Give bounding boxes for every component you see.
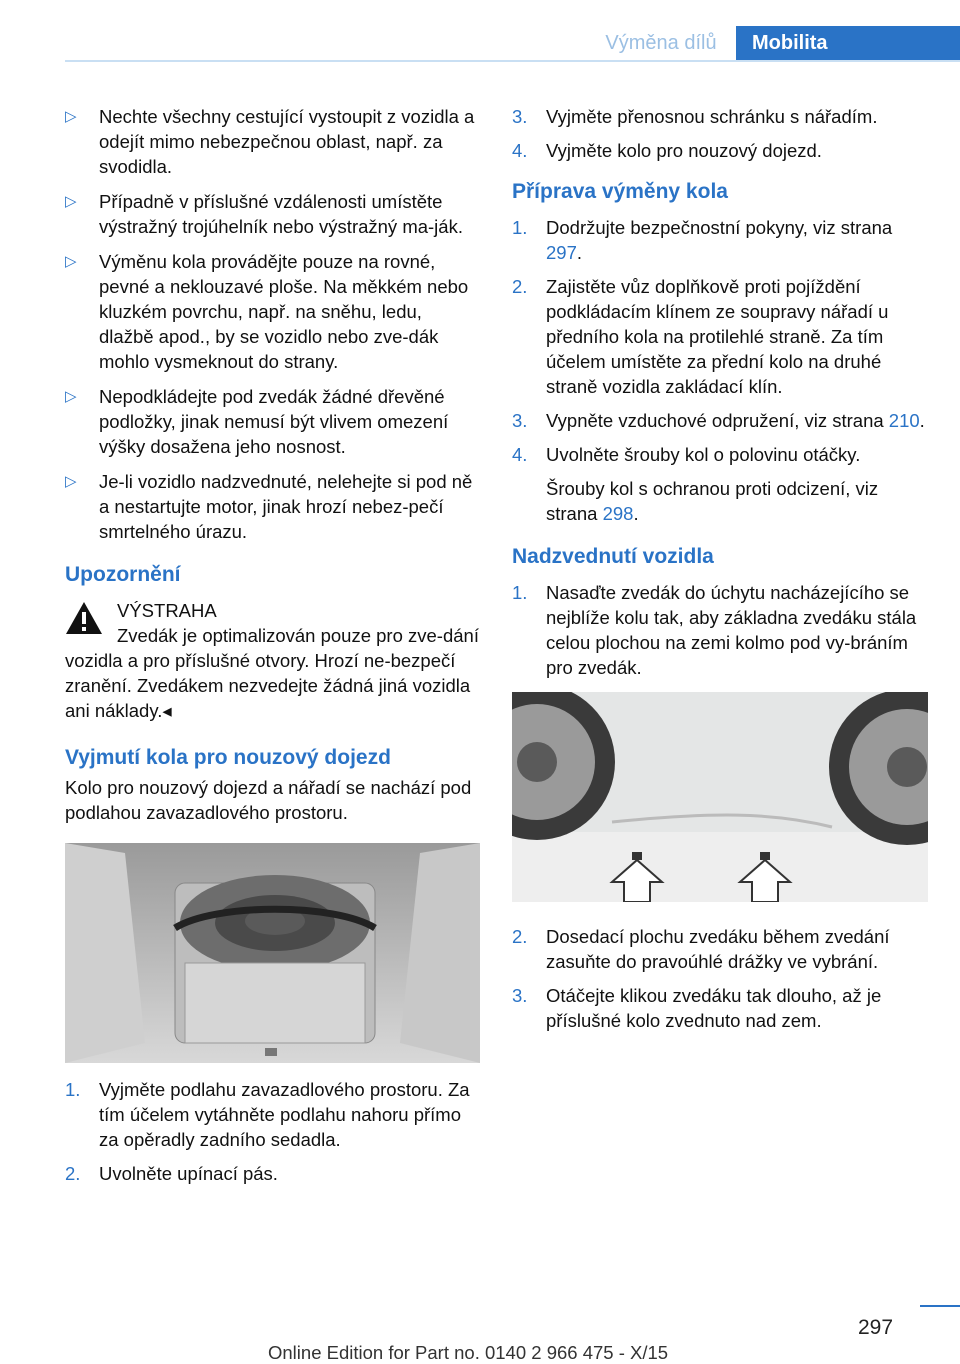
lift-step: 3. Otáčejte klikou zvedáku tak dlouho, až je příslušné kolo zvednuto nad zem. bbox=[512, 985, 882, 1031]
warning-title: VÝSTRAHA bbox=[65, 598, 479, 623]
page-link[interactable]: 298 bbox=[602, 503, 634, 524]
safety-bullet: ▷ Případně v příslušné vzdálenosti umístěte výstražný trojúhelník nebo výstražný ma-ják. bbox=[65, 191, 463, 237]
notice-heading: Upozornění bbox=[65, 563, 181, 586]
removal-step: 2. Uvolněte upínací pás. bbox=[65, 1163, 278, 1184]
page-link[interactable]: 210 bbox=[888, 410, 920, 431]
chapter-tab[interactable]: Mobilita bbox=[736, 26, 960, 62]
section-tab[interactable]: Výměna dílů bbox=[605, 32, 717, 54]
warning-text: Zvedák je optimalizován pouze pro zve-dání vozidla a pro příslušné otvory. Hrozí ne-bezpečí zranění. Zvedákem nezvedejte žádná jiná vozidla ani náklady.◂ bbox=[65, 625, 479, 721]
lift-step: 2. Dosedací plochu zvedáku během zvedání zasuňte do pravoúhlé drážky ve vybrání. bbox=[512, 926, 890, 972]
prep-step: 3. Vypněte vzduchové odpružení, viz strana 210. bbox=[512, 410, 925, 431]
triangle-bullet-icon: ▷ bbox=[65, 193, 77, 210]
removal-heading: Vyjmutí kola pro nouzový dojezd bbox=[65, 746, 391, 769]
prep-step: 4. Uvolněte šrouby kol o polovinu otáčky. bbox=[512, 444, 861, 465]
safety-bullet: ▷ Nepodkládejte pod zvedák žádné dřevěné podložky, jinak nemusí být vlivem omezení výšky dosažena jeho nosnost. bbox=[65, 386, 449, 457]
jack-points-image bbox=[512, 692, 928, 902]
safety-bullet: ▷ Nechte všechny cestující vystoupit z vozidla a odejít mimo nebezpečnou oblast, např. za svodidla. bbox=[65, 106, 475, 177]
removal-step: 4. Vyjměte kolo pro nouzový dojezd. bbox=[512, 140, 822, 161]
left-column bbox=[65, 104, 479, 1195]
lift-step: 1. Nasaďte zvedák do úchytu nacházejícího se nejblíže kolu tak, aby základna zvedáku stála celou plochou na zemi kolmo pod vy-bráním pro zvedák. bbox=[512, 582, 917, 678]
removal-step: 1. Vyjměte podlahu zavazadlového prostoru. Za tím účelem vytáhněte podlahu nahoru přímo za opěradly zadního sedadla. bbox=[65, 1079, 470, 1150]
triangle-bullet-icon: ▷ bbox=[65, 108, 77, 125]
right-column bbox=[512, 104, 930, 1042]
footer-marker bbox=[920, 1305, 960, 1307]
page-number: 297 bbox=[858, 1316, 894, 1339]
triangle-bullet-icon: ▷ bbox=[65, 253, 77, 270]
safety-bullet: ▷ Je-li vozidlo nadzvednuté, nelehejte si pod ně a nestartujte motor, jinak hrozí nebez-pečí smrtelného úrazu. bbox=[65, 471, 473, 542]
prep-step: 1. Dodržujte bezpečnostní pokyny, viz strana 297. bbox=[512, 217, 893, 263]
prep-note: Šrouby kol s ochranou proti odcizení, viz strana 298. bbox=[546, 478, 879, 524]
safety-bullet: ▷ Výměnu kola provádějte pouze na rovné, pevné a neklouzavé ploše. Na měkkém nebo kluzkém povrchu, např. na sněhu, ledu, dlažbě apod., by se vozidlo nebo zve-dák mohlo vysmeknout do strany. bbox=[65, 251, 469, 372]
triangle-bullet-icon: ▷ bbox=[65, 473, 77, 490]
prep-heading: Příprava výměny kola bbox=[512, 180, 728, 203]
header-divider bbox=[65, 60, 960, 62]
lift-heading: Nadzvednutí vozidla bbox=[512, 545, 714, 568]
warning-icon bbox=[65, 601, 103, 641]
prep-step: 2. Zajistěte vůz doplňkově proti pojíždění podkládacím klínem ze soupravy nářadí u předního kola na protilehlé straně. Za tím účelem umístěte za přední kolo na druhé straně vozidla zakládací klín. bbox=[512, 276, 889, 397]
removal-intro: Kolo pro nouzový dojezd a nářadí se nachází pod podlahou zavazadlového prostoru. bbox=[65, 777, 472, 823]
edition-footer: Online Edition for Part no. 0140 2 966 475 - X/15 bbox=[268, 1342, 669, 1363]
page-link[interactable]: 297 bbox=[546, 242, 577, 263]
trunk-spare-wheel-image bbox=[65, 843, 480, 1063]
triangle-bullet-icon: ▷ bbox=[65, 388, 77, 405]
removal-step: 3. Vyjměte přenosnou schránku s nářadím. bbox=[512, 106, 878, 127]
